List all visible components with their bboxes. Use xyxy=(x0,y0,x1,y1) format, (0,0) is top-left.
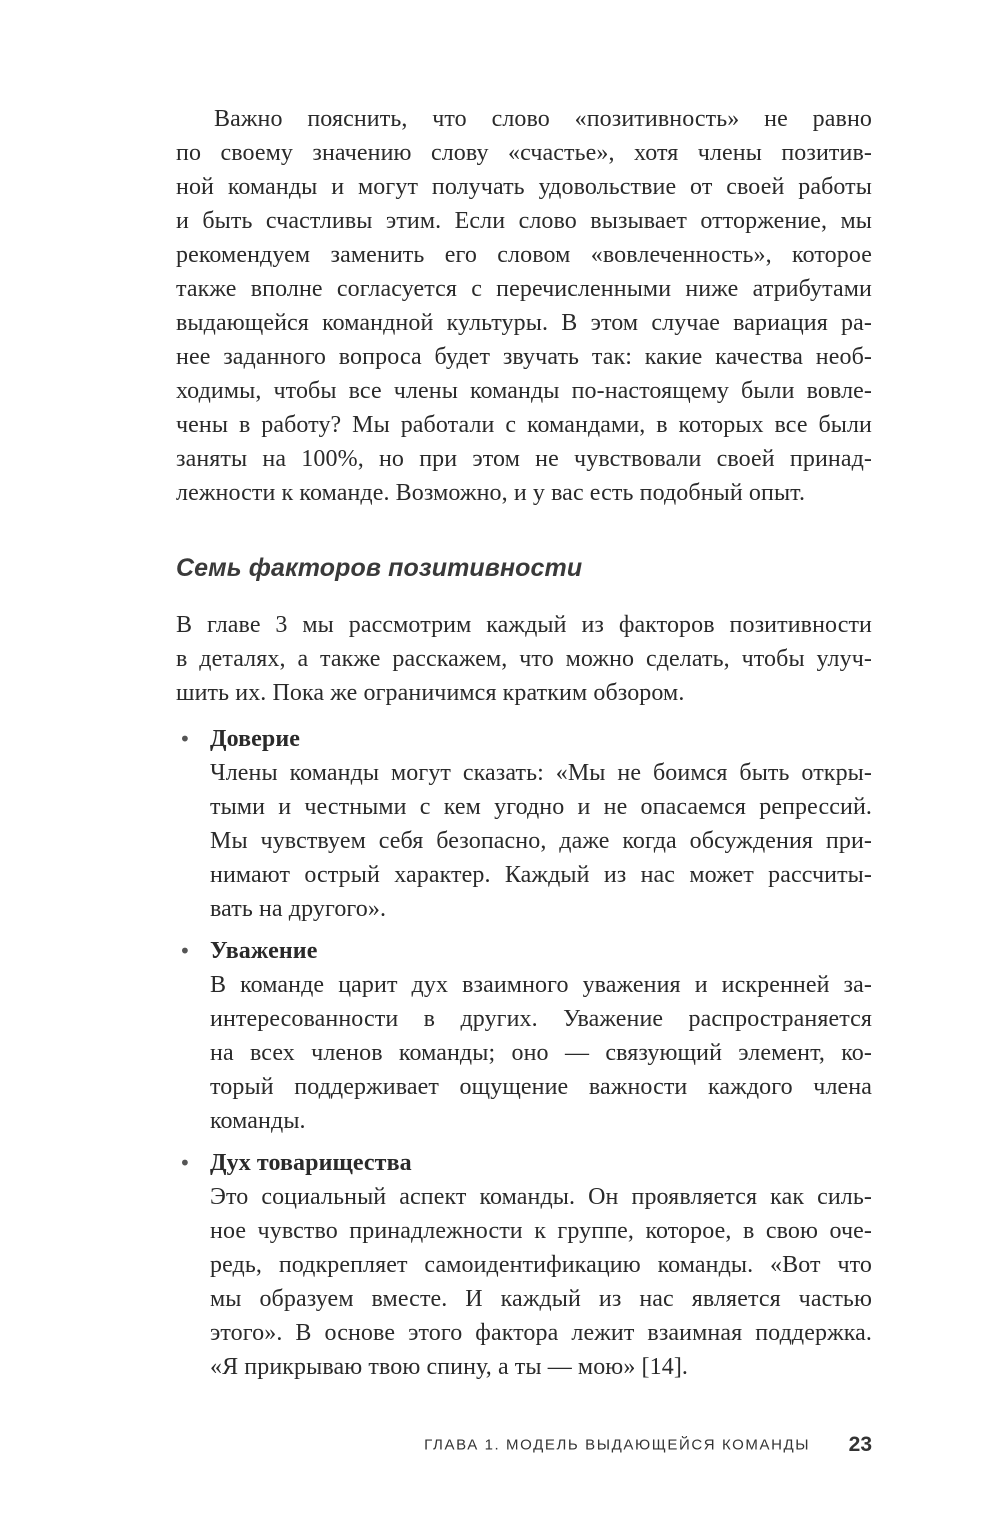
text-line: В главе 3 мы рассмотрим каждый из факторов позитивности xyxy=(176,612,872,638)
text-line: по своему значению слову «счастье», хотя члены позитив- xyxy=(176,140,872,166)
list-item xyxy=(176,1146,872,1384)
item-title: Доверие xyxy=(210,726,301,752)
paragraph xyxy=(176,102,872,510)
factors-list xyxy=(176,722,872,1384)
text-line: ходимы, чтобы все члены команды по-настоящему были вовле- xyxy=(176,378,872,404)
text-line: заняты на 100%, но при этом не чувствовали своей принад- xyxy=(176,446,872,472)
text-line: команды. xyxy=(210,1108,306,1134)
page-footer xyxy=(0,1433,872,1457)
text-line: мы образуем вместе. И каждый из нас является частью xyxy=(210,1286,872,1312)
bullet-icon: • xyxy=(179,939,191,963)
text-line: ной команды и могут получать удовольствие от своей работы xyxy=(176,174,872,200)
text-line: и быть счастливы этим. Если слово вызывает отторжение, мы xyxy=(176,208,872,234)
text-line: интересованности в других. Уважение распространяется xyxy=(210,1006,872,1032)
text-line: выдающейся командной культуры. В этом случае вариация ра- xyxy=(176,310,872,336)
text-line: этого». В основе этого фактора лежит взаимная поддержка. xyxy=(210,1320,872,1346)
text-line: редь, подкрепляет самоидентификацию команды. «Вот что xyxy=(210,1252,872,1278)
text-line: ное чувство принадлежности к группе, которое, в свою оче- xyxy=(210,1218,872,1244)
item-text xyxy=(210,756,872,926)
page-number: 23 xyxy=(848,1433,872,1456)
text-line: Члены команды могут сказать: «Мы не боимся быть откры- xyxy=(210,760,872,786)
text-line: чены в работу? Мы работали с командами, в которых все были xyxy=(176,412,872,438)
text-line: Мы чувствуем себя безопасно, даже когда обсуждения при- xyxy=(210,828,872,854)
text-line: вать на другого». xyxy=(210,896,387,922)
intro-paragraph xyxy=(176,608,872,710)
text-line: нимают острый характер. Каждый из нас может рассчиты- xyxy=(210,862,872,888)
bullet-icon: • xyxy=(179,1151,191,1175)
text-line: в деталях, а также расскажем, что можно сделать, чтобы улуч- xyxy=(176,646,872,672)
list-item xyxy=(176,934,872,1138)
list-item xyxy=(176,722,872,926)
text-line: нее заданного вопроса будет звучать так: какие качества необ- xyxy=(176,344,872,370)
text-line: Это социальный аспект команды. Он проявляется как силь- xyxy=(210,1184,872,1210)
item-text xyxy=(210,968,872,1138)
page-body xyxy=(176,102,872,1392)
section-heading: Семь факторов позитивности xyxy=(176,554,583,582)
text-line: Важно пояснить, что слово «позитивность» не равно xyxy=(214,106,872,132)
item-text xyxy=(210,1180,872,1384)
text-line: торый поддерживает ощущение важности каждого члена xyxy=(210,1074,872,1100)
bullet-icon: • xyxy=(179,727,191,751)
text-line: тыми и честными с кем угодно и не опасаемся репрессий. xyxy=(210,794,872,820)
text-line: В команде царит дух взаимного уважения и искренней за- xyxy=(210,972,872,998)
text-line: также вполне согласуется с перечисленными ниже атрибутами xyxy=(176,276,872,302)
item-title: Уважение xyxy=(210,938,318,964)
text-line: на всех членов команды; оно — связующий элемент, ко- xyxy=(210,1040,872,1066)
text-line: рекомендуем заменить его словом «вовлеченность», которое xyxy=(176,242,872,268)
running-title: ГЛАВА 1. МОДЕЛЬ ВЫДАЮЩЕЙСЯ КОМАНДЫ xyxy=(424,1436,811,1454)
text-line: шить их. Пока же ограничимся кратким обзором. xyxy=(176,680,685,706)
text-line: «Я прикрываю твою спину, а ты — мою» [14]. xyxy=(210,1354,689,1380)
item-title: Дух товарищества xyxy=(210,1150,412,1176)
text-line: лежности к команде. Возможно, и у вас есть подобный опыт. xyxy=(176,480,806,506)
